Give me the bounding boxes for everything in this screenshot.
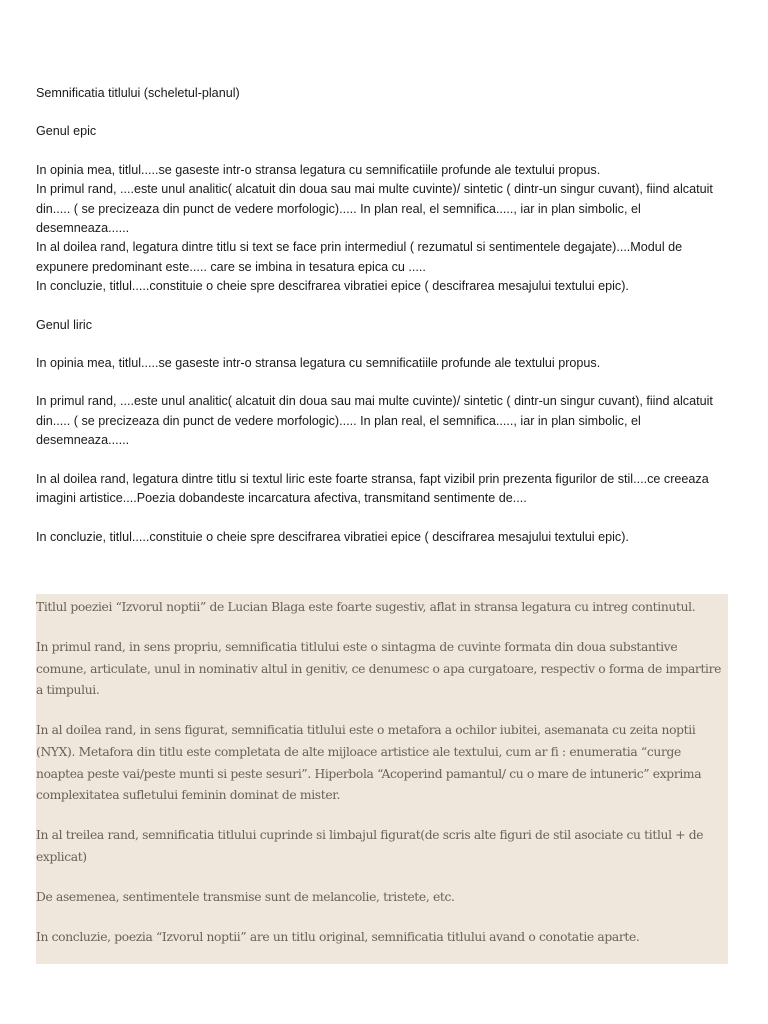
epic-first: In primul rand, ....este unul analitic( alcatuit din doua sau mai multe cuvinte)/ sintetic ( dintr-un singur cuvant), fiind alcatuit din..... ( se precizeaza din punct de vedere morfologic)..... In plan real, el semnifica....., iar in plan simbolic, el desemneaza......: [36, 182, 713, 236]
epic-intro: In opinia mea, titlul.....se gaseste intr-o stransa legatura cu semnificatiile profunde ale textului propus.: [36, 162, 601, 177]
epic-second: In al doilea rand, legatura dintre titlu si text se face prin intermediul ( rezumatul si sentimentele degajate)....Modul de expunere predominant este..... care se imbina in tesatura epica cu .....: [36, 240, 683, 274]
plan-section: [36, 84, 726, 547]
epic-conclusion: In concluzie, titlul.....constituie o cheie spre descifrarea vibratiei epice ( descifrarea mesajului textului epic).: [36, 279, 629, 294]
example-paragraph-2: In primul rand, in sens propriu, semnificatia titlului este o sintagma de cuvinte formata din doua substantive comune, articulate, unul in nominativ altul in genitiv, ce denumesc o apa curgatoare, respectiv o forma de impartire a timpului.: [36, 640, 722, 698]
epic-heading: Genul epic: [36, 124, 97, 139]
example-paragraph-3: In al doilea rand, in sens figurat, semnificatia titlului este o metafora a ochilor iubitei, asemanata cu zeita noptii (NYX). Metafora din titlu este completata de alte mijloace artistice ale textului, cum ar fi : enumeratia “curge noaptea peste vai/peste munti si peste sesuri”. Hiperbola “Acoperind pamantul/ cu o mare de intuneric” exprima complexitatea sufletului feminin dominat de mister.: [36, 723, 702, 803]
liric-first: In primul rand, ....este unul analitic( alcatuit din doua sau mai multe cuvinte)/ sintetic ( dintr-un singur cuvant), fiind alcatuit din..... ( se precizeaza din punct de vedere morfologic)..... In plan real, el semnifica....., iar in plan simbolic, el desemneaza......: [36, 394, 713, 448]
liric-second: In al doilea rand, legatura dintre titlu si textul liric este foarte stransa, fapt vizibil prin prezenta figurilor de stil....ce creeaza imagini artistice....Poezia dobandeste incarcatura afectiva, transmitand sentimente de....: [36, 471, 709, 506]
plan-title: Semnificatia titlului (scheletul-planul): [36, 86, 240, 100]
liric-heading: Genul liric: [36, 317, 92, 332]
example-paragraph-1: Titlul poeziei “Izvorul noptii” de Lucian Blaga este foarte sugestiv, aflat in stransa legatura cu intreg continutul.: [36, 600, 696, 614]
example-essay-box: [36, 594, 728, 964]
example-paragraph-4: In al treilea rand, semnificatia titlului cuprinde si limbajul figurat(de scris alte figuri de stil asociate cu titlul + de explicat): [36, 828, 704, 864]
liric-conclusion: In concluzie, titlul.....constituie o cheie spre descifrarea vibratiei epice ( descifrarea mesajului textului epic).: [36, 529, 629, 544]
example-paragraph-5: De asemenea, sentimentele transmise sunt de melancolie, tristete, etc.: [36, 889, 455, 904]
liric-intro: In opinia mea, titlul.....se gaseste intr-o stransa legatura cu semnificatiile profunde ale textului propus.: [36, 356, 601, 371]
example-paragraph-6: In concluzie, poezia “Izvorul noptii” are un titlu original, semnificatia titlului avand o conotatie aparte.: [36, 930, 640, 945]
